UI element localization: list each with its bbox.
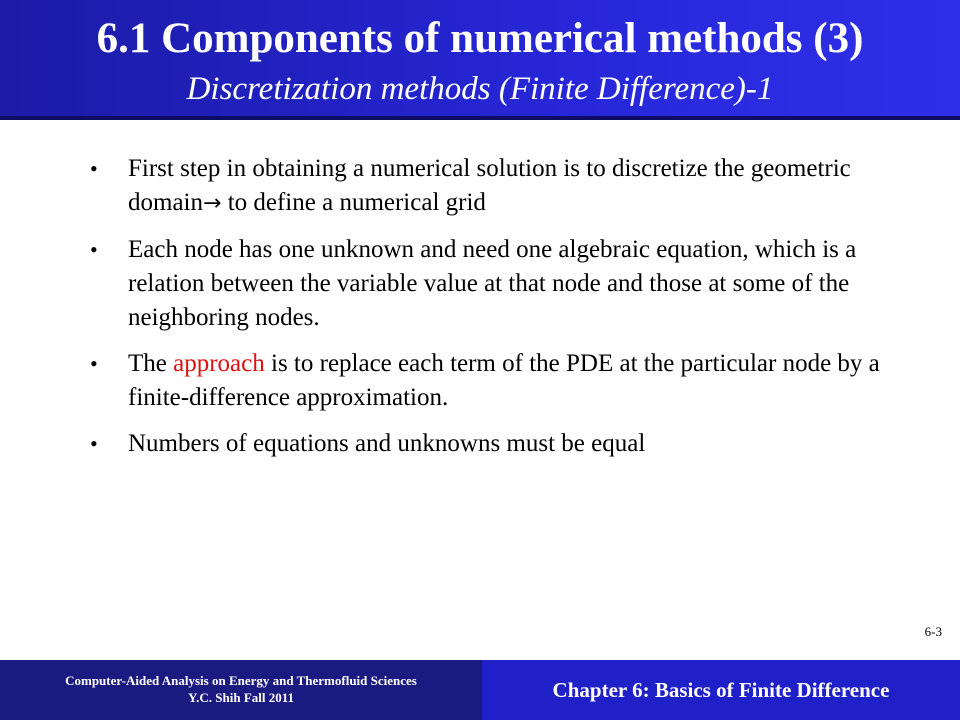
- bullet-text: to define a numerical grid: [221, 189, 486, 216]
- slide-number: 6-3: [924, 624, 942, 639]
- footer-chapter: Chapter 6: Basics of Finite Difference: [552, 678, 890, 702]
- bullet-dot: •: [90, 237, 98, 262]
- bullet-item: [90, 347, 880, 415]
- bullet-item: [90, 233, 880, 335]
- bullet-dot: •: [90, 156, 98, 181]
- bullet-text: Each node has one unknown and need one algebraic equation, which is a relation between the variable value at that node and those at some of the neighboring nodes.: [128, 236, 857, 331]
- highlighted-word: approach: [173, 350, 265, 377]
- slide-title: 6.1 Components of numerical methods (3): [96, 15, 864, 62]
- slide-header: [0, 0, 960, 120]
- footer-course-info: [0, 672, 482, 706]
- bullet-item: [90, 427, 880, 461]
- bullet-dot: •: [90, 431, 98, 456]
- footer-course-panel: [0, 660, 482, 720]
- bullet-dot: •: [90, 351, 98, 376]
- course-instructor-term: Y.C. Shih Fall 2011: [187, 690, 295, 705]
- slide-footer: [0, 660, 960, 720]
- bullet-list: [90, 152, 880, 473]
- course-title: Computer-Aided Analysis on Energy and Thermofluid Sciences: [65, 673, 417, 688]
- arrow-icon: →: [203, 191, 222, 216]
- bullet-text: The: [128, 350, 174, 377]
- slide-subtitle: Discretization methods (Finite Difference)-1: [186, 71, 774, 107]
- bullet-text: is to replace each term of the PDE at the particular node by a finite-difference approximation.: [128, 350, 880, 411]
- bullet-text: First step in obtaining a numerical solution is to discretize the geometric domain: [128, 155, 851, 216]
- bullet-text: Numbers of equations and unknowns must be equal: [128, 430, 646, 457]
- bullet-item: [90, 152, 880, 221]
